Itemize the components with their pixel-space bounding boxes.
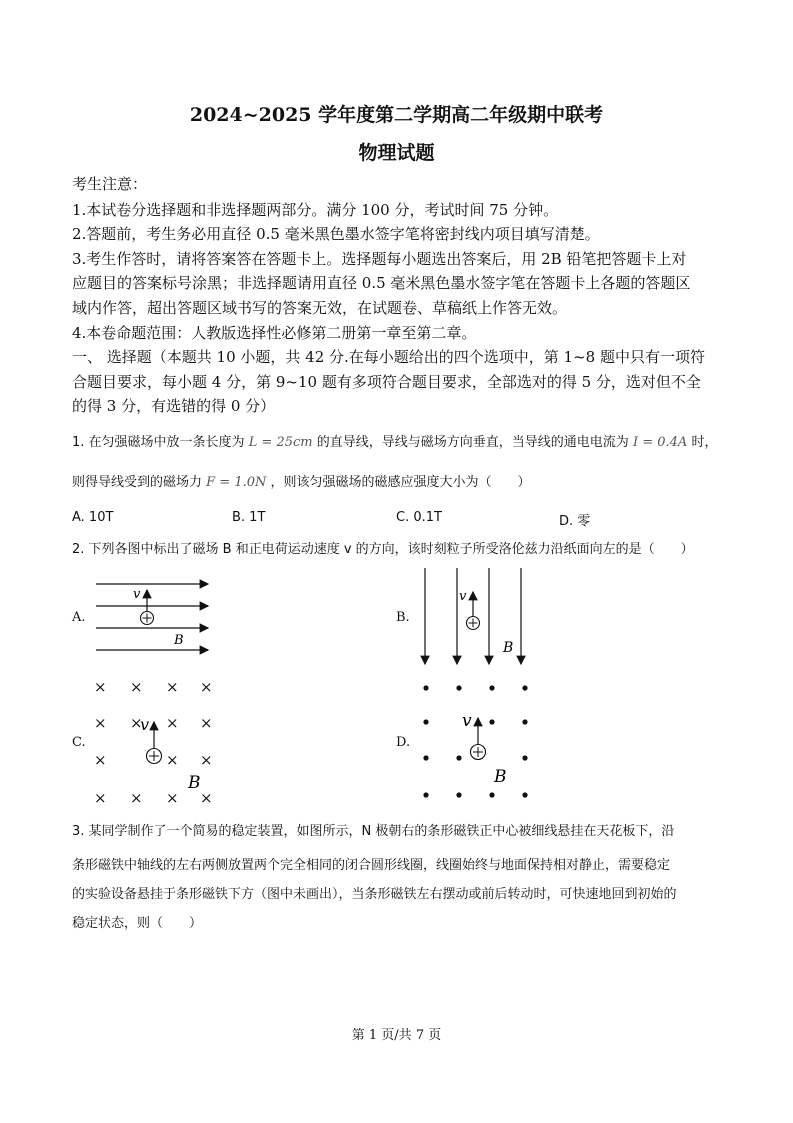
note-item: 1.本试卷分选择题和非选择题两部分。满分 100 分，考试时间 75 分钟。 [72,201,559,219]
figure-d [412,674,536,804]
svg-text:×: × [200,789,213,807]
figure-b [415,566,537,670]
symbol-b: B [174,633,184,648]
symbol-v: v [140,715,150,734]
svg-text:×: × [200,678,213,696]
symbol-b: B [188,773,201,793]
q1-option-d: D. 零 [559,514,591,529]
q2-label-d: D. [396,735,411,750]
q1-text: 则得导线受到的磁场力 [72,475,203,490]
exam-subtitle: 物理试题 [358,142,435,164]
symbol-v: v [459,589,467,604]
svg-text:×: × [94,714,107,732]
notes-heading: 考生注意： [72,175,148,193]
svg-text:×: × [94,751,107,769]
section-instructions: 一、 选择题（本题共 10 小题，共 42 分.在每小题给出的四个选项中，第 1~8 题中只有一项符 [72,348,705,366]
formula-current: I = 0.4A [632,435,688,450]
svg-text:×: × [166,714,179,732]
q2-label-c: C. [72,735,86,750]
svg-text:×: × [200,751,213,769]
q1-text: 的直导线，导线与磁场方向垂直，当导线的通电电流为 [316,435,629,450]
note-item: 应题目的答案标号涂黑；非选择题请用直径 0.5 毫米黑色墨水签字笔在答题卡上各题的答题区 [72,274,691,292]
q2-label-a: A. [72,610,86,625]
svg-text:×: × [94,678,107,696]
q1-option-b: B. 1T [232,510,266,525]
figure-c [88,674,220,810]
page-footer: 第 1 页/共 7 页 [351,1028,442,1043]
q1-stem-line2 [72,473,727,493]
q2-label-b: B. [396,610,410,625]
note-item: 4.本卷命题范围：人教版选择性必修第二册第一章至第二章。 [72,324,477,342]
q1-option-a: A. 10T [72,510,114,525]
section-instructions: 合题目要求，每小题 4 分，第 9~10 题有多项符合题目要求，全部选对的得 5 分，选对但不全 [72,373,701,391]
svg-text:×: × [166,678,179,696]
symbol-v: v [133,587,141,602]
q1-text: 1. 在匀强磁场中放一条长度为 [72,435,245,450]
formula-length: L = 25cm [248,435,313,450]
svg-text:×: × [166,789,179,807]
svg-text:×: × [130,789,143,807]
exam-title: 2024~2025 学年度第二学期高二年级期中联考 [189,104,604,126]
q2-stem: 2. 下列各图中标出了磁场 B 和正电荷运动速度 v 的方向，该时刻粒子所受洛伦兹力沿纸面向左的是（ ） [72,542,694,557]
note-item: 2.答题前，考生务必用直径 0.5 毫米黑色墨水签字笔将密封线内项目填写清楚。 [72,225,600,243]
q3-stem: 稳定状态，则（ ） [72,916,203,931]
note-item: 域内作答，超出答题区域书写的答案无效，在试题卷、草稿纸上作答无效。 [72,299,568,317]
q3-stem: 的实验设备悬挂于条形磁铁下方（图中未画出），当条形磁铁左右摆动或前后转动时，可快速地回到初始的 [72,887,677,902]
q1-stem-line1 [72,433,727,453]
symbol-b: B [503,640,514,656]
dot-grid [423,685,527,797]
svg-text:×: × [94,789,107,807]
q3-stem: 条形磁铁中轴线的左右两侧放置两个完全相同的闭合圆形线圈，线圈始终与地面保持相对静止，需要稳定 [72,858,671,873]
q1-text: 时， [691,435,718,450]
svg-text:×: × [130,678,143,696]
q1-option-c: C. 0.1T [396,510,442,525]
svg-text:×: × [200,714,213,732]
figure-a [92,572,214,662]
svg-text:×: × [166,751,179,769]
symbol-v: v [462,711,472,731]
symbol-b: B [494,767,507,787]
svg-text:×: × [130,714,143,732]
q1-text: ，则该匀强磁场的磁感应强度大小为（ ） [270,475,531,490]
formula-force: F = 1.0N [206,475,267,490]
q3-stem: 3. 某同学制作了一个简易的稳定装置，如图所示，N 极朝右的条形磁铁正中心被细线悬挂在天花板下，沿 [72,824,675,839]
section-instructions: 的得 3 分，有选错的得 0 分） [72,397,276,415]
note-item: 3.考生作答时，请将答案答在答题卡上。选择题每小题选出答案后，用 2B 铅笔把答题卡上对 [72,250,687,268]
